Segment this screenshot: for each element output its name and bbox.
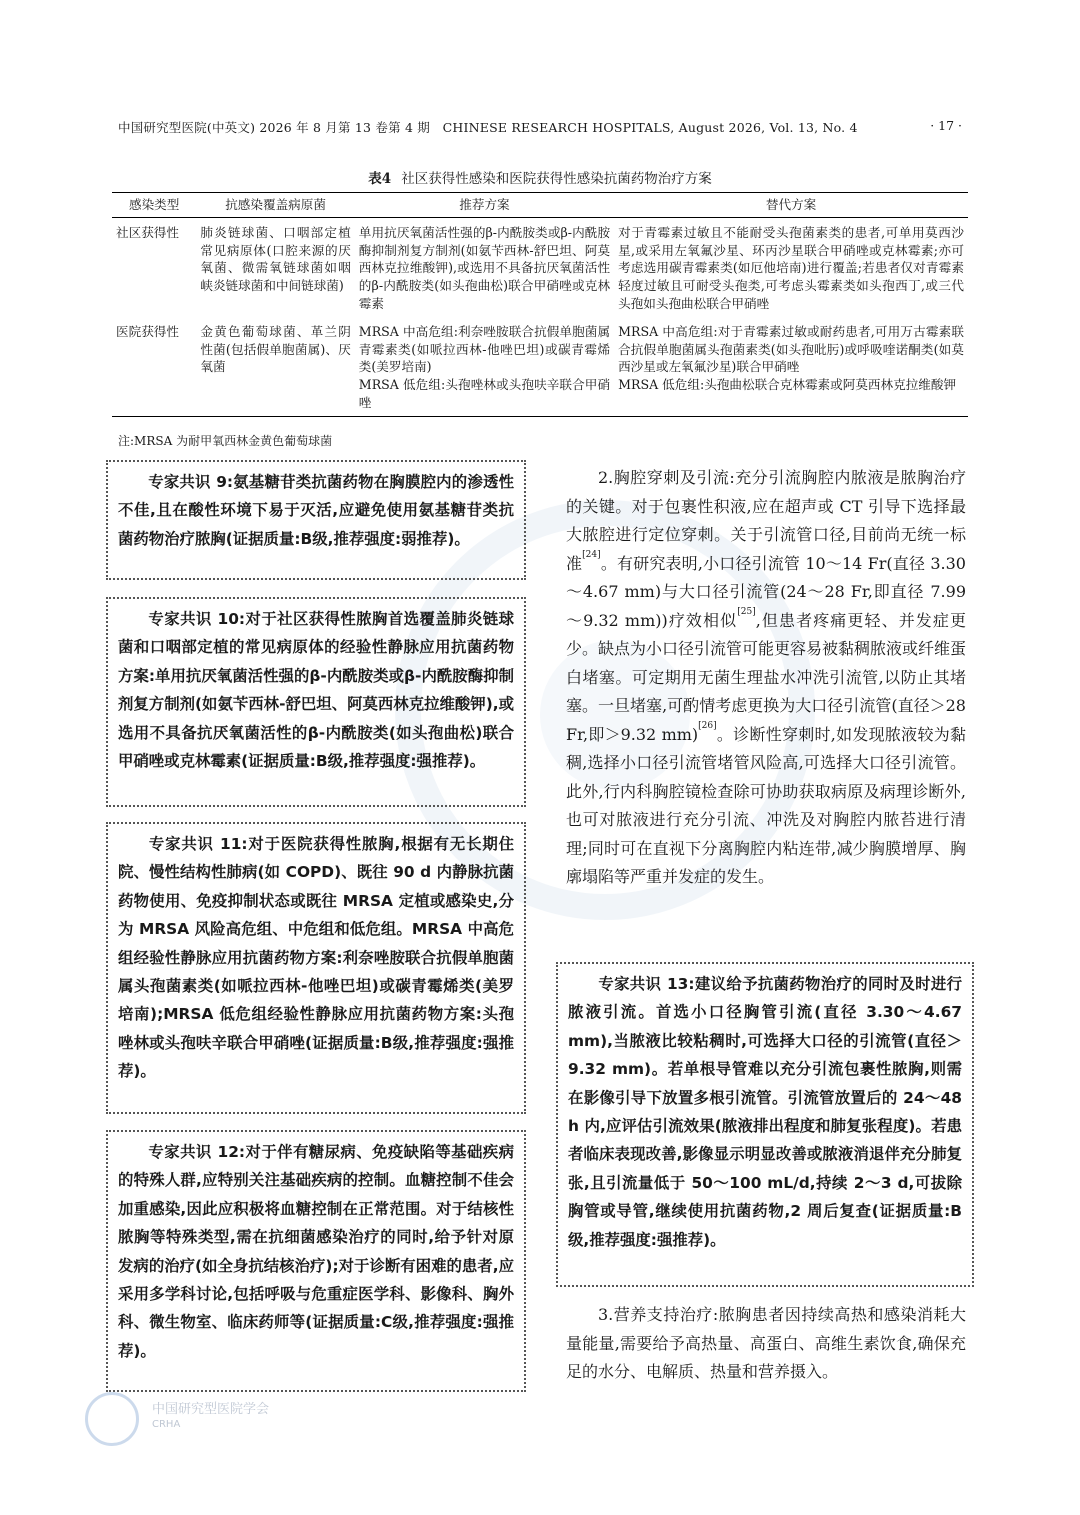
consensus-box-13 bbox=[556, 962, 974, 1287]
crha-logo-icon bbox=[85, 1392, 139, 1446]
table-label: 表4 bbox=[368, 171, 392, 187]
table-cell: 单用抗厌氧菌活性强的β-内酰胺类或β-内酰胺酶抑制剂复方制剂(如氨苄西林-舒巴坦、阿莫西林克拉维酸钾),或选用不具备抗厌氧菌活性的β-内酰胺类(如头孢曲松)联合甲硝唑或克林霉素 bbox=[358, 224, 611, 311]
table-cell bbox=[614, 313, 968, 416]
running-head: 中国研究型医院(中英文) 2026 年 8 月第 13 卷第 4 期 CHINESE RESEARCH HOSPITALS, August 2026, Vol. 13, No. 4 bbox=[118, 120, 858, 135]
table-cell-line: MRSA 低危组:头孢唑林或头孢呋辛联合甲硝唑 bbox=[358, 377, 611, 410]
drainage-text: 。诊断性穿刺时,如发现脓液较为黏稠,选择小口径引流管堵管风险高,可选择大口径引流管。此外,行内科胸腔镜检查除可协助获取病原及病理诊断外,也可对脓液进行充分引流、冲洗及对胸腔内脓苔进行清理;同时可在直视下分离胸腔内粘连带,减少胸膜增厚、胸廓塌陷等严重并发症的发生。 bbox=[566, 724, 966, 886]
drainage-paragraph bbox=[566, 464, 966, 892]
society-name: 中国研究型医院学会 bbox=[152, 1402, 270, 1417]
table-cell: 对于青霉素过敏且不能耐受头孢菌素类的患者,可单用莫西沙星,或采用左氧氟沙星、环丙沙星联合甲硝唑或克林霉素;亦可考虑选用碳青霉素类(如厄他培南)进行覆盖;若患者仅对青霉素轻度过敏且可耐受头孢类,可考虑头霉素类如头孢西丁,或三代头孢如头孢曲松联合甲硝唑 bbox=[618, 224, 964, 311]
consensus-text: 专家共识 10:对于社区获得性脓胸首选覆盖肺炎链球菌和口咽部定植的常见病原体的经验性静脉应用抗菌药物方案:单用抗厌氧菌活性强的β-内酰胺类或β-内酰胺酶抑制剂复方制剂(如氨苄西林-舒巴坦、阿莫西林克拉维酸钾),或选用不具备抗厌氧菌活性的β-内酰胺类(如头孢曲松)联合甲硝唑或克林霉素(证据质量:B级,推荐强度:强推荐)。 bbox=[118, 610, 514, 771]
table-row bbox=[112, 313, 968, 416]
drainage-text: 2.胸腔穿刺及引流:充分引流胸腔内脓液是脓胸治疗的关键。对于包裹性积液,应在超声或 CT 引导下选择最大脓腔进行定位穿刺。关于引流管口径,目前尚无统一标准 bbox=[566, 468, 966, 573]
table-header-cell: 感染类型 bbox=[112, 193, 196, 218]
antibiotic-table bbox=[112, 192, 968, 417]
table-cell: 社区获得性 bbox=[116, 224, 179, 240]
table-title bbox=[0, 167, 1080, 187]
table-row bbox=[112, 217, 968, 312]
table-cell-line: MRSA 中高危组:利奈唑胺联合抗假单胞菌属青霉素类(如哌拉西林-他唑巴坦)或碳青霉烯类(美罗培南) bbox=[358, 323, 611, 375]
consensus-text: 专家共识 12:对于伴有糖尿病、免疫缺陷等基础疾病的特殊人群,应特别关注基础疾病的控制。血糖控制不佳会加重感染,因此应积极将血糖控制在正常范围。对于结核性脓胸等特殊类型,需在抗细菌感染治疗的同时,给予针对原发病的治疗(如全身抗结核治疗);对于诊断有困难的患者,应采用多学科讨论,包括呼吸与危重症医学科、影像科、胸外科、微生物室、临床药师等(证据质量:C级,推荐强度:强推荐)。 bbox=[118, 1143, 514, 1360]
table-cell bbox=[355, 313, 614, 416]
citation-ref: [26] bbox=[698, 720, 717, 731]
table-title-text: 社区获得性感染和医院获得性感染抗菌药物治疗方案 bbox=[401, 171, 712, 187]
table-header-cell: 替代方案 bbox=[614, 193, 968, 218]
drainage-text: 。有研究表明,小口径引流管 10～14 Fr(直径 3.30～4.67 mm)与大口径引流管(24～28 Fr,即直径 7.99～9.32 mm))疗效相似 bbox=[566, 553, 966, 630]
society-abbr: CRHA bbox=[152, 1419, 181, 1430]
citation-ref: [25] bbox=[737, 606, 756, 617]
table-note: 注:MRSA 为耐甲氧西林金黄色葡萄球菌 bbox=[118, 434, 333, 448]
table-cell: 医院获得性 bbox=[112, 313, 196, 416]
table-header-cell: 推荐方案 bbox=[355, 193, 614, 218]
consensus-text: 专家共识 11:对于医院获得性脓胸,根据有无长期住院、慢性结构性肺病(如 COPD)、既往 90 d 内静脉抗菌药物使用、免疫抑制状态或既往 MRSA 定植或感染史,分为 MRSA 风险高危组、中危组和低危组。MRSA 中高危组经验性静脉应用抗菌药物方案:利奈唑胺联合抗假单胞菌属头孢菌素类(如哌拉西林-他唑巴坦)或碳青霉烯类(美罗培南);MRSA 低危组经验性静脉应用抗菌药物方案:头孢唑林或头孢呋辛联合甲硝唑(证据质量:B级,推荐强度:强推荐)。 bbox=[118, 835, 514, 1081]
page-number: · 17 · bbox=[930, 118, 962, 133]
table-cell: 金黄色葡萄球菌、革兰阴性菌(包括假单胞菌属)、厌氧菌 bbox=[196, 313, 354, 416]
nutrition-text: 3.营养支持治疗:脓胸患者因持续高热和感染消耗大量能量,需要给予高热量、高蛋白、高维生素饮食,确保充足的水分、电解质、热量和营养摄入。 bbox=[566, 1305, 966, 1381]
drainage-text: ,但患者疼痛更轻、并发症更少。缺点为小口径引流管可能更容易被黏稠脓液或纤维蛋白堵塞。可定期用无菌生理盐水冲洗引流管,以防止其堵塞。一旦堵塞,可酌情考虑更换为大口径引流管(直径＞28 Fr,即＞9.32 mm) bbox=[566, 610, 967, 744]
consensus-text: 专家共识 13:建议给予抗菌药物治疗的同时及时进行脓液引流。首选小口径胸管引流(直径 3.30～4.67 mm),当脓液比较粘稠时,可选择大口径的引流管(直径＞9.32 mm)。若单根导管难以充分引流包裹性脓胸,则需在影像引导下放置多根引流管。引流管放置后的 24～48 h 内,应评估引流效果(脓液排出程度和肺复张程度)。若患者临床表现改善,影像显示明显改善或脓液消退伴充分肺复张,且引流量低于 50～100 mL/d,持续 2～3 d,可拔除胸管或导管,继续使用抗菌药物,2 周后复查(证据质量:B级,推荐强度:强推荐)。 bbox=[568, 975, 962, 1249]
consensus-box-9 bbox=[106, 460, 526, 580]
citation-ref: [24] bbox=[582, 549, 601, 560]
table-header-cell: 抗感染覆盖病原菌 bbox=[196, 193, 354, 218]
table-cell-line: MRSA 中高危组:对于青霉素过敏或耐药患者,可用万古霉素联合抗假单胞菌属头孢菌素类(如头孢吡肟)或呼吸喹诺酮类(如莫西沙星或左氧氟沙星)联合甲硝唑 bbox=[618, 323, 964, 375]
consensus-box-11 bbox=[106, 822, 526, 1114]
table-cell: 肺炎链球菌、口咽部定植常见病原体(口腔来源的厌氧菌、微需氧链球菌如咽峡炎链球菌和中间链球菌) bbox=[200, 224, 351, 294]
table-cell-line: MRSA 低危组:头孢曲松联合克林霉素或阿莫西林克拉维酸钾 bbox=[618, 377, 957, 393]
table-header-row bbox=[112, 193, 968, 218]
consensus-text: 专家共识 9:氨基糖苷类抗菌药物在胸膜腔内的渗透性不佳,且在酸性环境下易于灭活,应避免使用氨基糖苷类抗菌药物治疗脓胸(证据质量:B级,推荐强度:弱推荐)。 bbox=[118, 473, 514, 548]
consensus-box-10 bbox=[106, 597, 526, 807]
nutrition-paragraph bbox=[566, 1301, 966, 1387]
consensus-box-12 bbox=[106, 1130, 526, 1392]
